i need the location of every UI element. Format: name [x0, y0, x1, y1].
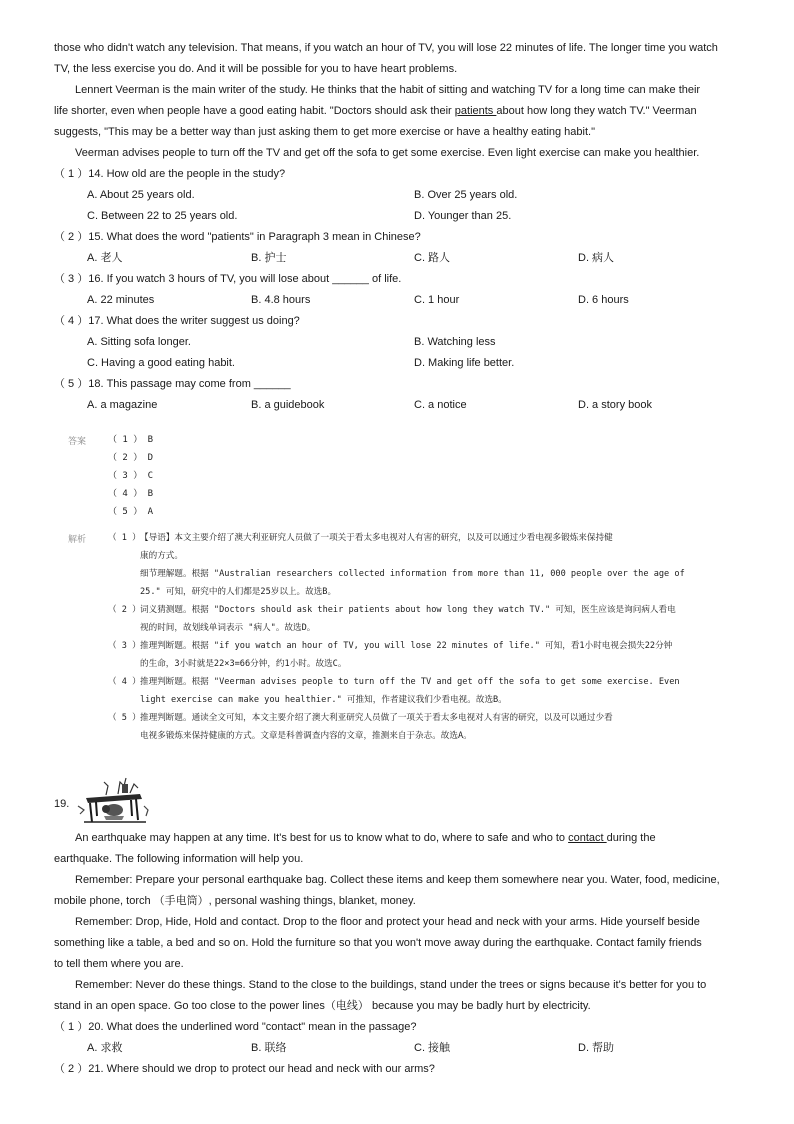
- explanation-line: 推理判断题。根据 "if you watch an hour of TV, you will lose 22 minutes of life." 可知，看1小时电视会损失22分钟: [140, 641, 673, 651]
- explanation-line: 推理判断题。根据 "Veerman advises people to turn off the TV and get off the sofa to get some exercise. Even: [140, 677, 680, 687]
- option-a[interactable]: A. About 25 years old.: [87, 189, 195, 201]
- text-run: An earthquake may happen at any time. It's best for us to know what to do, where to safe and who to: [75, 832, 569, 844]
- option-c[interactable]: C. Having a good eating habit.: [87, 357, 235, 369]
- question-number: （ 4 ）: [54, 315, 89, 327]
- option-d[interactable]: D. Making life better.: [414, 357, 515, 369]
- question-number: （ 3 ）: [54, 273, 89, 285]
- option-b[interactable]: B. 护士: [251, 252, 287, 264]
- option-d[interactable]: D. 病人: [578, 252, 615, 264]
- passage-line: mobile phone, torch （手电筒）, personal washing things, blanket, money.: [54, 895, 416, 907]
- question-number: （ 1 ）: [54, 1021, 89, 1033]
- passage-line: Lennert Veerman is the main writer of the study. He thinks that the habit of sitting and watching TV for a long time can make their: [75, 84, 701, 96]
- option-c[interactable]: C. 1 hour: [414, 294, 460, 306]
- option-a[interactable]: A. 22 minutes: [87, 294, 155, 306]
- option-a[interactable]: A. 求救: [87, 1042, 123, 1054]
- question-text: 21. Where should we drop to protect our head and neck with our arms?: [88, 1063, 435, 1075]
- question-number: （ 2 ）: [54, 1063, 89, 1075]
- explanation-number: （ 2 ）: [108, 605, 141, 615]
- question-text: 18. This passage may come from ______: [88, 378, 291, 390]
- question-17: [54, 311, 300, 332]
- question-number: （ 1 ）: [54, 168, 89, 180]
- passage-line: stand in an open space. Go too close to the power lines（电线） because you may be badly hurt by electricity.: [54, 1000, 591, 1012]
- underlined-word-patients: patients: [454, 105, 497, 117]
- explanation-number: （ 3 ）: [108, 641, 141, 651]
- option-c[interactable]: C. 路人: [414, 252, 451, 264]
- option-c[interactable]: C. a notice: [414, 399, 467, 411]
- explanation-line: 电视多锻炼来保持健康的方式。文章是科普调查内容的文章，推测来自于杂志。故选A。: [140, 731, 472, 741]
- answer-label: 答案: [68, 437, 87, 447]
- earthquake-table-illustration: [76, 776, 150, 826]
- question-text: 20. What does the underlined word "contact" mean in the passage?: [88, 1021, 417, 1033]
- explanation-line: 【导语】本文主要介绍了澳大利亚研究人员做了一项关于看太多电视对人有害的研究，以及可以通过少看电视多锻炼来保持健: [140, 533, 613, 543]
- text-run: life shorter, even when people have a good eating habit. "Doctors should ask their: [54, 105, 455, 117]
- question-number: （ 2 ）: [54, 231, 89, 243]
- explanation-label: 解析: [68, 535, 87, 545]
- explanation-line: 25." 可知，研究中的人们都是25岁以上。故选B。: [140, 587, 337, 597]
- question-15: [54, 227, 421, 248]
- option-b[interactable]: B. Over 25 years old.: [414, 189, 518, 201]
- question-18: [54, 374, 291, 395]
- passage-line: Veerman advises people to turn off the TV and get off the sofa to get some exercise. Even light exercise can make you healthier.: [75, 147, 700, 159]
- question-21: [54, 1059, 435, 1080]
- explanation-number: （ 4 ）: [108, 677, 141, 687]
- question-20: [54, 1017, 416, 1038]
- question-19-number: 19.: [54, 798, 70, 810]
- option-b[interactable]: B. a guidebook: [251, 399, 325, 411]
- explanation-line: 细节理解题。根据 "Australian researchers collected information from more than 11, 000 people over the age of: [140, 569, 685, 579]
- question-text: 15. What does the word "patients" in Paragraph 3 mean in Chinese?: [88, 231, 421, 243]
- passage-line: Remember: Drop, Hide, Hold and contact. Drop to the floor and protect your head and neck with your arms. Hide yourself beside: [75, 916, 700, 928]
- explanation-line: light exercise can make you healthier." 可推知，作者建议我们少看电视。故选B。: [140, 695, 507, 705]
- passage-line: Remember: Prepare your personal earthquake bag. Collect these items and keep them somewhere near you. Water, food, medicine,: [75, 874, 720, 886]
- passage-line: Remember: Never do these things. Stand to the close to the buildings, stand under the trees or signs because it's better for you to: [75, 979, 707, 991]
- option-d[interactable]: D. 帮助: [578, 1042, 615, 1054]
- passage-line: those who didn't watch any television. That means, if you watch an hour of TV, you will lose 22 minutes of life. The longer time you watch: [54, 42, 718, 54]
- option-b[interactable]: B. 4.8 hours: [251, 294, 311, 306]
- passage-line: earthquake. The following information will help you.: [54, 853, 304, 865]
- underlined-word-contact: contact: [568, 832, 607, 844]
- option-d[interactable]: D. a story book: [578, 399, 652, 411]
- passage-line: [75, 828, 765, 849]
- text-run: about how long they watch TV." Veerman: [496, 105, 697, 117]
- option-a[interactable]: A. a magazine: [87, 399, 158, 411]
- explanation-number: （ 5 ）: [108, 713, 141, 723]
- explanation-line: 推理判断题。通读全文可知，本文主要介绍了澳大利亚研究人员做了一项关于看太多电视对人有害的研究，以及可以通过少看: [140, 713, 613, 723]
- option-d[interactable]: D. Younger than 25.: [414, 210, 512, 222]
- answer-item: （ 3 ） C: [108, 471, 154, 481]
- explanation-number: （ 1 ）: [108, 533, 141, 543]
- passage-line: suggests, "This may be a better way than just asking them to get more exercise or have a healthy eating habit.": [54, 126, 595, 138]
- explanation-line: 视的时间，故划线单词表示 "病人"。故选D。: [140, 623, 316, 633]
- text-run: during the: [606, 832, 656, 844]
- passage-line: [54, 101, 744, 122]
- option-c[interactable]: C. Between 22 to 25 years old.: [87, 210, 238, 222]
- option-d[interactable]: D. 6 hours: [578, 294, 629, 306]
- passage-line: TV, the less exercise you do. And it will be possible for you to have heart problems.: [54, 63, 458, 75]
- option-a[interactable]: A. 老人: [87, 252, 123, 264]
- explanation-line: 康的方式。: [140, 551, 183, 561]
- explanation-line: 词义猜测题。根据 "Doctors should ask their patients about how long they watch TV." 可知，医生应该是询问病人看电: [140, 605, 676, 615]
- passage-line: to tell them where you are.: [54, 958, 184, 970]
- answer-item: （ 2 ） D: [108, 453, 154, 463]
- question-text: 17. What does the writer suggest us doing?: [88, 315, 300, 327]
- option-a[interactable]: A. Sitting sofa longer.: [87, 336, 191, 348]
- option-c[interactable]: C. 接触: [414, 1042, 451, 1054]
- option-b[interactable]: B. Watching less: [414, 336, 496, 348]
- answer-item: （ 4 ） B: [108, 489, 154, 499]
- question-text: 16. If you watch 3 hours of TV, you will lose about ______ of life.: [88, 273, 402, 285]
- passage-line: something like a table, a bed and so on. Hold the furniture so that you won't move away during the earthquake. Contact family friends: [54, 937, 702, 949]
- question-16: [54, 269, 401, 290]
- question-text: 14. How old are the people in the study?: [88, 168, 286, 180]
- option-b[interactable]: B. 联络: [251, 1042, 287, 1054]
- question-number: （ 5 ）: [54, 378, 89, 390]
- question-14: [54, 164, 285, 185]
- explanation-line: 的生命，3小时就是22×3=66分钟，约1小时。故选C。: [140, 659, 347, 669]
- answer-item: （ 5 ） A: [108, 507, 154, 517]
- answer-item: （ 1 ） B: [108, 435, 154, 445]
